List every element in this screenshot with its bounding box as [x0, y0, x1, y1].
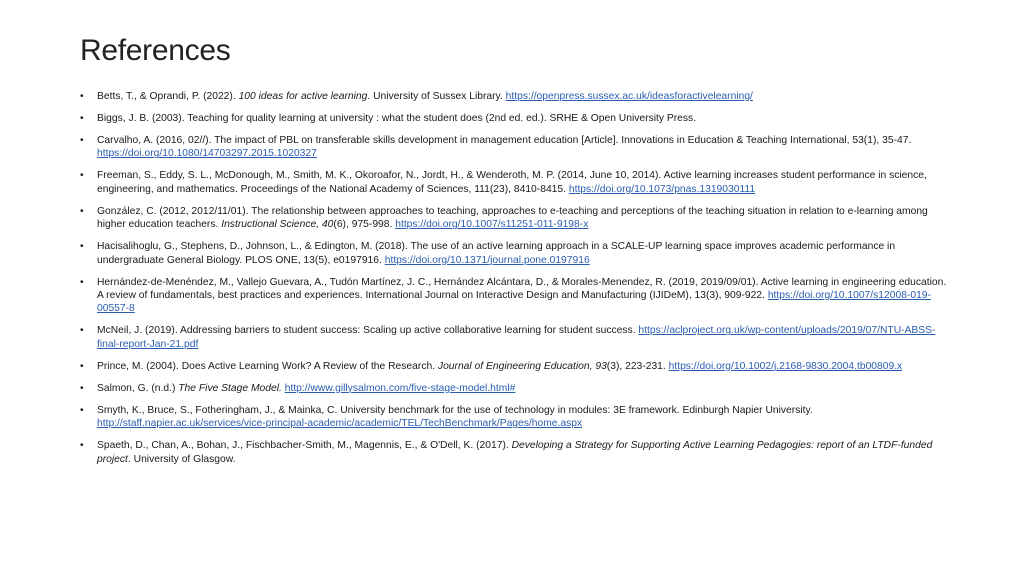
page-title: References — [80, 34, 231, 67]
bullet-icon: • — [80, 276, 84, 288]
bullet-icon: • — [80, 404, 84, 416]
reference-link[interactable]: https://doi.org/10.1002/j.2168-9830.2004.tb00809.x — [668, 360, 903, 372]
reference-text: Carvalho, A. (2016, 02//). The impact of PBL on transferable skills development in management education [Article]. Innovations in Education & Teaching International, 53(1), 35-47. — [97, 135, 912, 146]
reference-link[interactable]: https://doi.org/10.1007/s12008-019-00557-8 — [97, 290, 931, 315]
reference-text: Biggs, J. B. (2003). Teaching for quality learning at university : what the student does (2nd ed. ed.). SRHE & Open University Press. — [97, 113, 697, 124]
reference-link[interactable]: https://doi.org/10.1080/14703297.2015.1020327 — [97, 148, 317, 160]
reference-text: (3), 223-231. — [606, 360, 669, 372]
reference-text: . University of Sussex Library. — [367, 91, 506, 102]
reference-link[interactable]: https://openpress.sussex.ac.uk/ideasforactivelearning/ — [505, 91, 753, 102]
reference-text: Spaeth, D., Chan, A., Bohan, J., Fischbacher-Smith, M., Magennis, E., & O'Dell, K. (2017). — [97, 440, 512, 452]
bullet-icon: • — [80, 91, 84, 102]
reference-item — [80, 112, 954, 125]
reference-link[interactable]: https://doi.org/10.1371/journal.pone.0197916 — [384, 254, 590, 266]
reference-text: Smyth, K., Bruce, S., Fotheringham, J., & Mainka, C. University benchmark for the use of technology in modules: 3E framework. Edinburgh Napier University. — [97, 404, 813, 416]
bullet-icon: • — [80, 113, 84, 124]
bullet-icon: • — [80, 170, 84, 182]
reference-text: González, C. (2012, 2012/11/01). The relationship between approaches to teaching, approaches to e-teaching and perceptions of the teaching situation in relation to e-learning among higher education teachers. — [97, 205, 928, 231]
reference-item — [80, 360, 954, 373]
reference-link[interactable]: https://doi.org/10.1073/pnas.1319030111 — [568, 183, 756, 195]
bullet-icon: • — [80, 440, 84, 452]
reference-item — [80, 240, 954, 267]
reference-text: Prince, M. (2004). Does Active Learning Work? A Review of the Research. — [97, 360, 438, 372]
reference-item — [80, 404, 954, 431]
bullet-icon: • — [80, 241, 84, 253]
reference-item — [80, 134, 954, 161]
reference-text: (6), 975-998. — [333, 219, 396, 231]
reference-item — [80, 205, 954, 232]
bullet-icon: • — [80, 325, 84, 337]
reference-item — [80, 382, 954, 395]
reference-item — [80, 276, 954, 316]
bullet-icon: • — [80, 205, 84, 217]
reference-text: Freeman, S., Eddy, S. L., McDonough, M., Smith, M. K., Okoroafor, N., Jordt, H., & Wenderoth, M. P. (2014, June 10, 2014). Active learning increases student performance in science, engineering, and mathematics. Proceedings of the National Academy of Sciences, 111(23), 8410-8415. — [97, 170, 927, 195]
reference-text: Hernández-de-Menéndez, M., Vallejo Guevara, A., Tudón Martínez, J. C., Hernández Alcántara, D., & Morales-Menendez, R. (2019, 2019/09/01). Active learning in engineering education. A review of fundamentals, best practices and experiences. International Journal on Interactive Design and Manufacturing (IJIDeM), 13(3), 909-922. — [97, 276, 947, 302]
reference-item — [80, 90, 954, 103]
reference-italic-text: Instructional Science, 40 — [221, 219, 334, 231]
reference-italic-text: The Five Stage Model. — [178, 382, 282, 394]
reference-link[interactable]: https://aclproject.org.uk/wp-content/uploads/2019/07/NTU-ABSS-final-report-Jan-21.pdf — [97, 325, 936, 350]
reference-link[interactable]: https://doi.org/10.1007/s11251-011-9198-x — [395, 219, 589, 231]
bullet-icon: • — [80, 382, 84, 394]
reference-item — [80, 169, 954, 196]
reference-link[interactable]: http://www.gillysalmon.com/five-stage-model.html# — [284, 382, 516, 394]
reference-italic-text: 100 ideas for active learning — [238, 91, 368, 102]
reference-text: Salmon, G. (n.d.) — [97, 382, 179, 394]
reference-item — [80, 439, 954, 466]
reference-text: Betts, T., & Oprandi, P. (2022). — [97, 91, 239, 102]
reference-text: McNeil, J. (2019). Addressing barriers to student success: Scaling up active collaborative learning for student success. — [97, 325, 639, 337]
reference-text: . University of Glasgow. — [127, 453, 236, 465]
reference-item — [80, 324, 954, 351]
reference-text: Hacisalihoglu, G., Stephens, D., Johnson, L., & Edington, M. (2018). The use of an active learning approach in a SCALE-UP learning space improves academic performance in undergraduate General Biology. PLOS ONE, 13(5), e0197916. — [97, 241, 896, 266]
reference-italic-text: Journal of Engineering Education, 93 — [437, 360, 607, 372]
reference-italic-text: Developing a Strategy for Supporting Active Learning Pedagogies: report of an LTDF-funded project — [97, 440, 933, 465]
bullet-icon: • — [80, 135, 84, 146]
reference-list — [80, 90, 954, 466]
bullet-icon: • — [80, 360, 84, 372]
reference-link[interactable]: http://staff.napier.ac.uk/services/vice-principal-academic/academic/TEL/TechBenchmark/Pages/home.aspx — [97, 418, 583, 430]
